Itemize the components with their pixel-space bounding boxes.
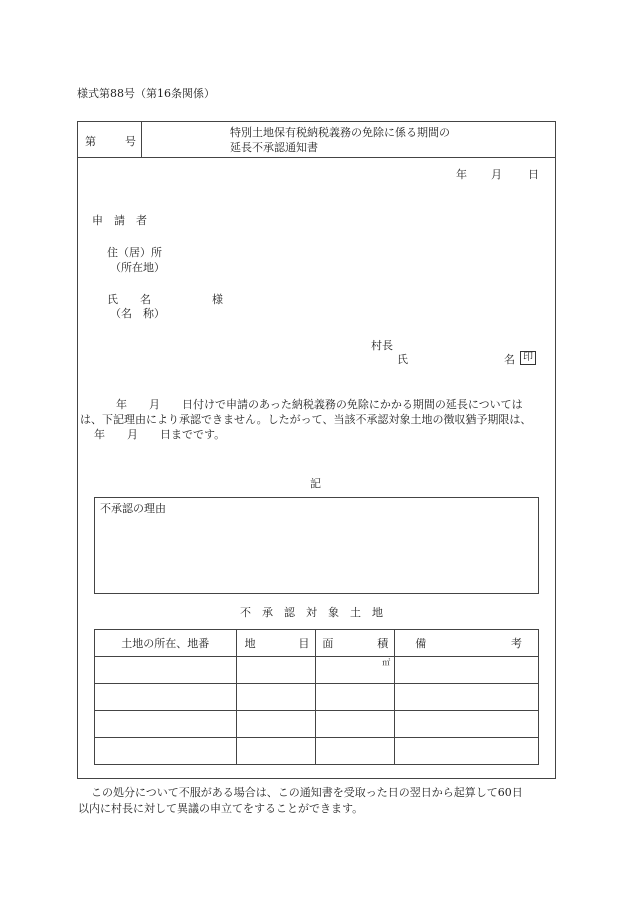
seal-icon: 印	[520, 351, 536, 365]
footer-line-2: 以内に村長に対して異議の申立てをすることができます。	[78, 802, 364, 815]
name-label: 氏 名	[107, 293, 151, 306]
body-line-2: は、下記理由により承認できません。したがって、当該不承認対象土地の徴収猶予期限は、	[80, 413, 532, 426]
col-area-header	[316, 630, 395, 657]
col-remarks-char-2: 考	[511, 637, 522, 650]
reason-label: 不承認の理由	[100, 502, 166, 515]
address-sub-label: （所在地）	[110, 261, 165, 274]
form-label: 様式第88号（第16条関係）	[77, 87, 215, 100]
document-title-line1: 特別土地保有税納税義務の免除に係る期間の	[230, 126, 450, 139]
col-category-char-2: 目	[298, 637, 310, 650]
table-row	[95, 711, 539, 738]
issuer-name-label-1: 氏	[397, 353, 408, 366]
document-title-line2: 延長不承認通知書	[230, 141, 318, 154]
ki-heading: 記	[310, 477, 321, 490]
date-month: 月	[491, 168, 502, 181]
name-sub-label: （名 称）	[110, 307, 165, 320]
number-label-right: 号	[125, 135, 136, 148]
table-header-row	[95, 630, 539, 657]
issuer-title: 村長	[371, 339, 393, 352]
table-cell	[316, 738, 395, 765]
table-cell	[236, 711, 316, 738]
honorific-sama: 様	[212, 293, 223, 306]
table-row	[95, 738, 539, 765]
col-remarks-header	[395, 630, 539, 657]
body-line-1: 年 月 日付けで申請のあった納税義務の免除にかかる期間の延長については	[116, 398, 523, 411]
table-cell	[395, 738, 539, 765]
table-row	[95, 657, 539, 684]
table-cell	[395, 684, 539, 711]
header-number-divider	[141, 121, 142, 157]
body-line-3: 年 月 日までです。	[94, 428, 226, 441]
table-cell	[395, 711, 539, 738]
table-cell	[316, 684, 395, 711]
table-cell	[395, 657, 539, 684]
table-cell	[316, 711, 395, 738]
table-cell	[236, 657, 316, 684]
table-cell	[95, 657, 237, 684]
col-area-char-2: 積	[377, 637, 389, 650]
land-section-title: 不 承 認 対 象 土 地	[240, 606, 383, 619]
issuer-name-label-2: 名	[504, 353, 515, 366]
table-cell	[236, 738, 316, 765]
table-cell	[95, 711, 237, 738]
header-divider	[77, 157, 555, 158]
address-label: 住（居）所	[107, 246, 162, 259]
col-remarks-char-1: 備	[415, 637, 427, 650]
col-location-header: 土地の所在、地番	[95, 630, 237, 657]
date-day: 日	[528, 168, 539, 181]
table-cell	[95, 738, 237, 765]
footer-line-1: この処分について不服がある場合は、この通知書を受取った日の翌日から起算して60日	[91, 786, 523, 799]
col-area-char-1: 面	[322, 637, 334, 650]
date-year: 年	[456, 168, 467, 181]
col-category-char-1: 地	[244, 637, 256, 650]
land-table	[94, 629, 539, 765]
area-unit: ㎡	[316, 657, 395, 684]
col-category-header	[236, 630, 316, 657]
applicant-heading: 申 請 者	[92, 214, 147, 227]
table-cell	[95, 684, 237, 711]
number-label-left: 第	[85, 135, 96, 148]
table-cell	[236, 684, 316, 711]
table-row	[95, 684, 539, 711]
